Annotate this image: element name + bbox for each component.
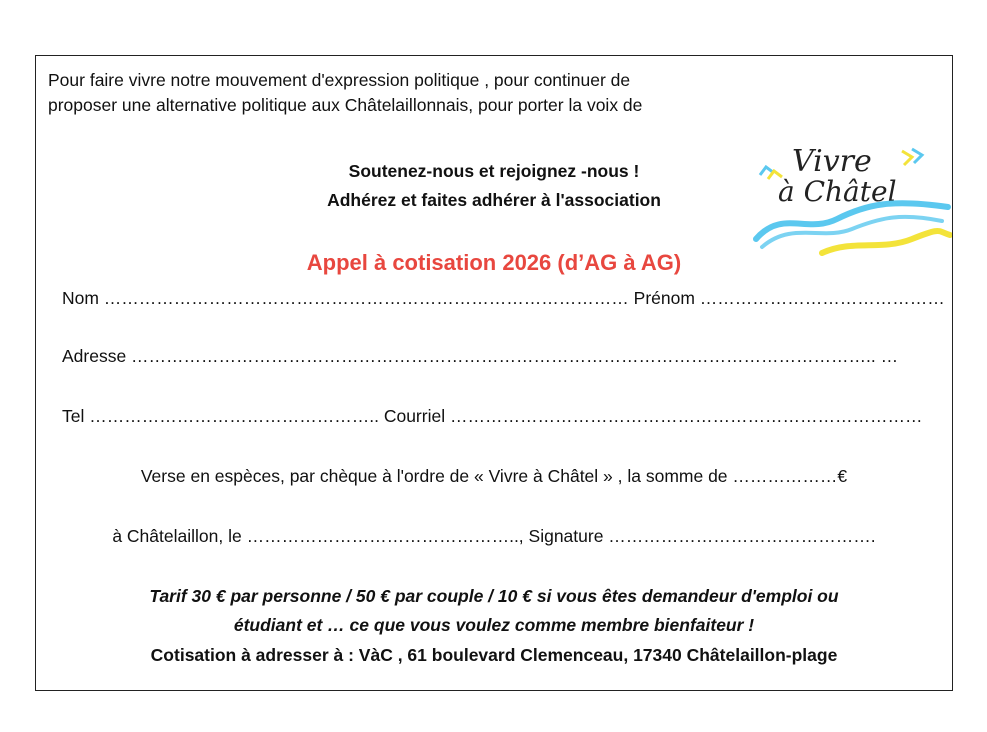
place-signature-line: à Châtelaillon, le ……………………………………….., Signature ………………………………………. xyxy=(112,526,876,546)
tarif-line-1: Tarif 30 € par personne / 50 € par couple / 10 € si vous êtes demandeur d'emploi ou xyxy=(149,586,839,606)
intro-line-2: proposer une alternative politique aux Châtelaillonnais, pour porter la voix de xyxy=(48,95,643,115)
appel-title: Appel à cotisation 2026 (d’AG à AG) xyxy=(306,250,682,275)
logo-text-line-1: Vivre xyxy=(792,144,872,179)
intro-line-1: Pour faire vivre notre mouvement d'expression politique , pour continuer de xyxy=(48,70,631,90)
payment-line: Verse en espèces, par chèque à l'ordre de « Vivre à Châtel » , la somme de ………………€ xyxy=(140,466,848,486)
vivre-a-chatel-logo xyxy=(752,139,952,259)
intro-paragraph xyxy=(48,68,838,118)
nom-prenom-field: Nom ……………………………………………………………………………… Prénom …………………………………… xyxy=(62,288,945,308)
postal-address: Cotisation à adresser à : VàC , 61 boulevard Clemenceau, 17340 Châtelaillon-plage xyxy=(150,645,838,665)
adresse-field: Adresse ……………………………………………………………………………………………………………….. … xyxy=(62,346,899,366)
slogan-line-2: Adhérez et faites adhérer à l'association xyxy=(327,190,661,210)
tarif-line-2: étudiant et … ce que vous voulez comme membre bienfaiteur ! xyxy=(233,615,755,635)
membership-form-card xyxy=(35,55,953,691)
slogan-line-1: Soutenez-nous et rejoignez -nous ! xyxy=(348,161,640,181)
tel-courriel-field: Tel ………………………………………….. Courriel ……………………………………………………………………… xyxy=(62,406,923,426)
logo-text-line-2: à Châtel xyxy=(778,175,897,208)
